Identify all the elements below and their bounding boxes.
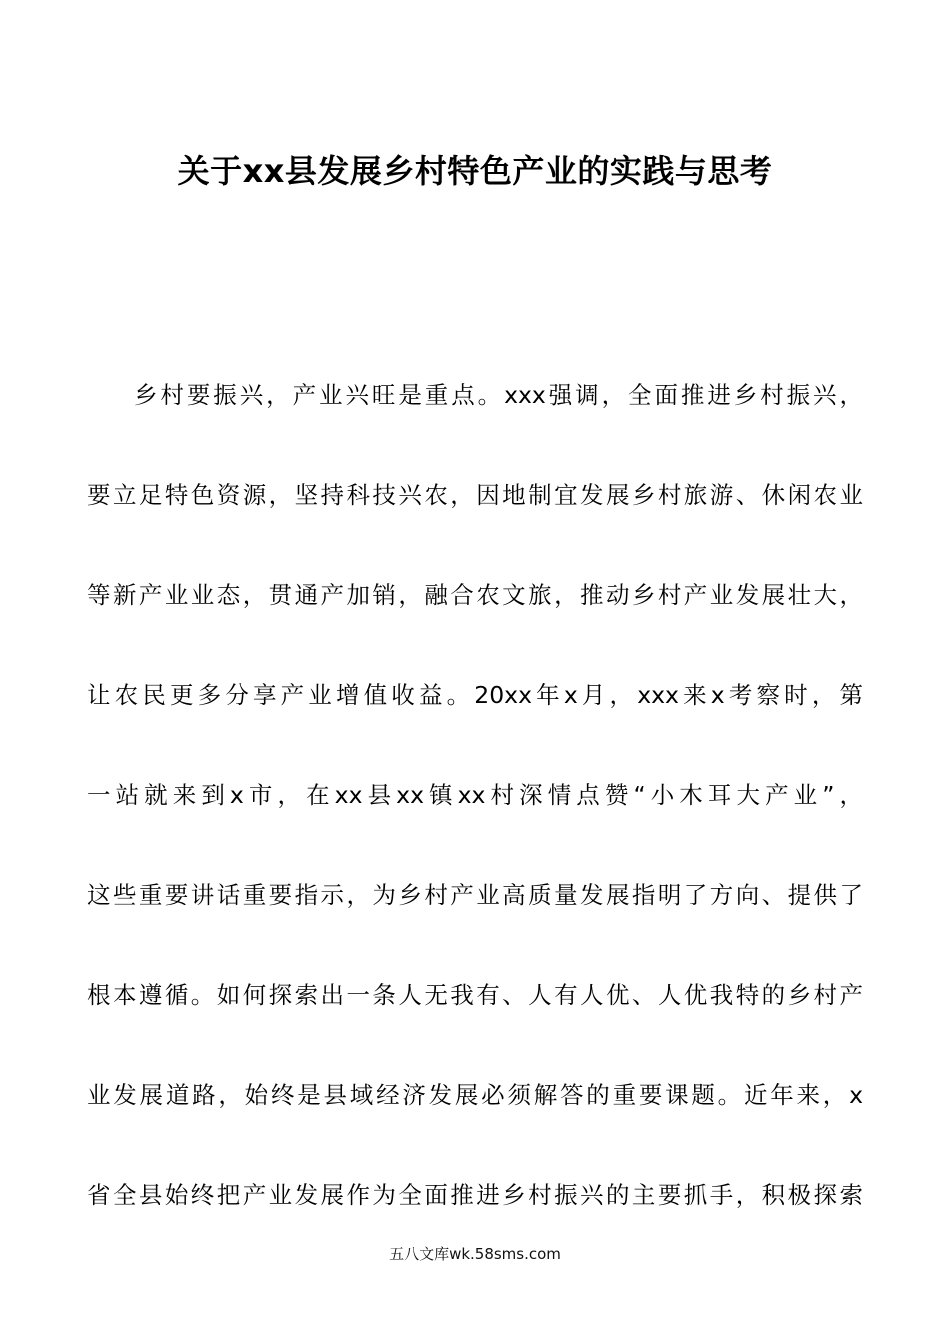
footer-watermark: 五八文库wk.58sms.com	[389, 1245, 561, 1263]
paragraph-line: 乡村要振兴，产业兴旺是重点。xxx强调，全面推进乡村振兴，	[134, 381, 863, 409]
document-body	[87, 345, 863, 1245]
paragraph-line: 让农民更多分享产业增值收益。20xx年x月，xxx来x考察时，第	[87, 681, 863, 709]
paragraph-line: 省全县始终把产业发展作为全面推进乡村振兴的主要抓手，积极探索	[87, 1181, 863, 1209]
document-title: 关于xx县发展乡村特色产业的实践与思考	[177, 152, 773, 190]
paragraph-line: 业发展道路，始终是县域经济发展必须解答的重要课题。近年来，x	[87, 1081, 863, 1109]
paragraph-line: 等新产业业态，贯通产加销，融合农文旅，推动乡村产业发展壮大，	[87, 581, 863, 609]
paragraph-line: 这些重要讲话重要指示，为乡村产业高质量发展指明了方向、提供了	[87, 881, 863, 909]
paragraph-line: 一站就来到x市，在xx县xx镇xx村深情点赞“小木耳大产业”，	[87, 781, 863, 809]
paragraph-line: 根本遵循。如何探索出一条人无我有、人有人优、人优我特的乡村产	[87, 981, 863, 1009]
paragraph-line: 要立足特色资源，坚持科技兴农，因地制宜发展乡村旅游、休闲农业	[87, 481, 863, 509]
